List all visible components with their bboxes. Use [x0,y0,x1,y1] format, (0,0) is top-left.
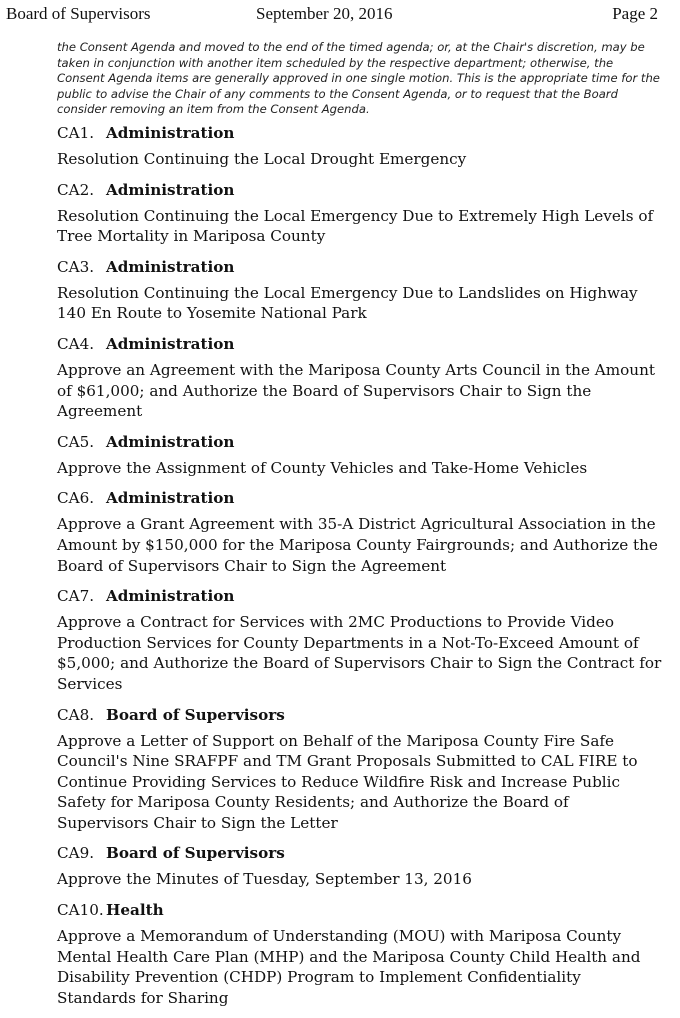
agenda-item-heading [57,180,663,200]
agenda-item-ca3 [57,257,663,324]
agenda-item-category: Administration [106,257,235,276]
agenda-item-category: Administration [106,124,235,142]
agenda-item-ca4 [57,334,663,422]
agenda-item-category: Board of Supervisors [106,844,285,863]
agenda-item-number: CA5. [57,432,95,451]
agenda-item-category: Administration [106,180,235,199]
agenda-item-heading [57,488,663,508]
agenda-item-ca2 [57,180,663,247]
agenda-item-category: Administration [106,587,235,606]
agenda-item-text: Approve an Agreement with the Mariposa County Arts Council in the Amount of $61,000; and Authorize the Board of Supervisors Chair to Sign the Agreement [57,360,655,421]
consent-agenda-intro: the Consent Agenda and moved to the end of the timed agenda; or, at the Chair's discretion, may be taken in conjunction with another item scheduled by the respective department; otherwise, the Consent Agenda items are generally approved in one single motion. This is the appropriate time for the public to advise the Chair of any comments to the Consent Agenda, or to request that the Board consider removing an item from the Consent Agenda. [57,40,660,117]
agenda-item-ca6 [57,488,663,576]
agenda-item-ca1 [57,123,663,170]
agenda-item-number: CA3. [57,257,95,276]
agenda-item-number: CA4. [57,334,95,353]
agenda-item-text: Approve a Memorandum of Understanding (MOU) with Mariposa County Mental Health Care Plan (MHP) and the Mariposa County Child Health and Disability Prevention (CHDP) Program to Implement Confidentiality Standards for Sharing [57,927,641,1007]
agenda-item-ca9 [57,843,663,890]
agenda-item-text: Approve a Contract for Services with 2MC Productions to Provide Video Production Services for County Departments in a Not-To-Exceed Amount of $5,000; and Authorize the Board of Supervisors Chair to Sign the Contract for Services [57,613,662,693]
agenda-item-text: Resolution Continuing the Local Emergency Due to Landslides on Highway 140 En Route to Yosemite National Park [57,283,638,323]
agenda-item-number: CA8. [57,705,95,724]
agenda-item-text: Approve the Minutes of Tuesday, September 13, 2016 [57,870,472,889]
agenda-item-category: Administration [106,489,235,508]
agenda-item-heading [57,705,663,725]
agenda-item-number: CA7. [57,587,95,606]
agenda-item-number: CA10. [57,901,104,920]
agenda-item-heading [57,334,663,354]
agenda-item-ca5 [57,432,663,479]
agenda-item-heading [57,843,663,863]
agenda-item-heading [57,586,663,606]
agenda-item-heading [57,900,663,920]
agenda-item-text: Approve the Assignment of County Vehicles and Take-Home Vehicles [57,458,588,477]
header-page-number: Page 2 [612,4,658,23]
agenda-item-text: Resolution Continuing the Local Emergency Due to Extremely High Levels of Tree Mortality in Mariposa County [57,206,654,246]
agenda-item-category: Administration [106,432,235,451]
agenda-item-category: Administration [106,334,235,353]
agenda-item-category: Board of Supervisors [106,705,285,724]
agenda-item-text: Approve a Grant Agreement with 35-A District Agricultural Association in the Amount by $150,000 for the Mariposa County Fairgrounds; and Authorize the Board of Supervisors Chair to Sign the Agreement [57,515,658,575]
agenda-item-ca10 [57,900,663,1008]
agenda-item-number: CA1. [57,124,95,142]
header-date: September 20, 2016 [256,4,393,23]
agenda-item-number: CA6. [57,489,95,508]
agenda-item-number: CA2. [57,180,95,199]
header-board-name: Board of Supervisors [6,4,151,23]
agenda-item-category: Health [106,901,164,920]
agenda-item-text: Approve a Letter of Support on Behalf of the Mariposa County Fire Safe Council's Nine SRAFPF and TM Grant Proposals Submitted to CAL FIRE to Continue Providing Services to Reduce Wildfire Risk and Increase Public Safety for Mariposa County Residents; and Authorize the Board of Supervisors Chair to Sign the Letter [57,731,638,832]
agenda-item-heading [57,257,663,277]
agenda-item-ca7 [57,586,663,694]
agenda-item-text: Resolution Continuing the Local Drought Emergency [57,150,467,168]
agenda-item-heading [57,432,663,452]
agenda-item-heading [57,123,663,143]
consent-agenda-items [57,123,663,1018]
agenda-item-number: CA9. [57,844,95,863]
agenda-item-ca8 [57,705,663,834]
page-header [0,4,680,26]
